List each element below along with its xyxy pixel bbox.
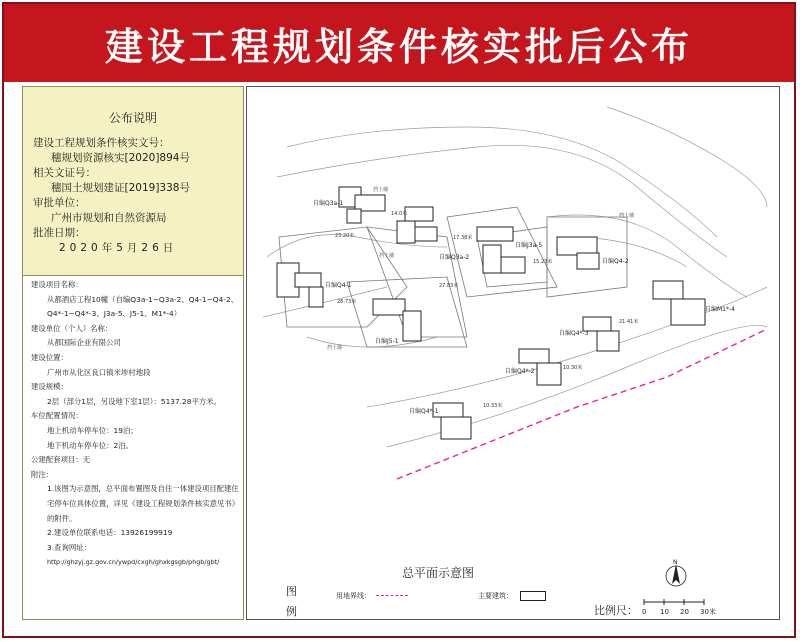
building-q4s-2 bbox=[519, 349, 549, 363]
project-info-panel bbox=[22, 276, 244, 620]
building-j5-1 bbox=[373, 299, 405, 315]
dim-3: 15.23米 bbox=[533, 259, 553, 265]
scale-bar bbox=[640, 598, 730, 618]
date-label: 批准日期： bbox=[33, 227, 86, 239]
scale-tick-label-3: 30米 bbox=[700, 608, 716, 616]
unit-value: 从都国际企业有限公司 bbox=[47, 338, 121, 348]
project-name-value-1: 从都酒店工程10幢（自编Q3a-1~Q3a-2、Q4-1~Q4-2、 bbox=[47, 294, 239, 304]
dim-8: 10.33米 bbox=[483, 403, 503, 409]
building-m1s-4 bbox=[653, 281, 683, 299]
note-3-url[interactable]: http://ghzyj.gz.gov.cn/ywpd/cxgh/ghxkgsgb/phgb/gbt/ bbox=[47, 558, 220, 567]
label-j5-1: 自编J5-1 bbox=[375, 338, 399, 345]
building-q4-1-part bbox=[309, 287, 323, 307]
building-j5-1-wing bbox=[403, 311, 421, 341]
note-1c: 的附件。 bbox=[47, 513, 77, 523]
wall-label-2: 挡土墙 bbox=[619, 213, 635, 219]
building-q4-2 bbox=[557, 237, 597, 255]
scale-tick-label-1: 10 bbox=[660, 608, 669, 616]
north-arrow-icon bbox=[664, 558, 688, 590]
plan-title: 总平面示意图 bbox=[402, 566, 475, 580]
building-footprints bbox=[277, 187, 705, 439]
dim-2: 17.38米 bbox=[453, 235, 473, 241]
building-q4s-1-wing bbox=[441, 417, 471, 439]
dim-5: 27.83米 bbox=[439, 283, 459, 289]
dim-6: 21.41米 bbox=[619, 319, 639, 325]
site-plan-drawing bbox=[247, 87, 779, 619]
facilities-label: 公建配套项目：无 bbox=[31, 455, 91, 465]
terrain-lines bbox=[263, 107, 767, 447]
site-parcels bbox=[279, 207, 627, 347]
note-2: 2.建设单位联系电话：13926199919 bbox=[47, 528, 173, 538]
building-q3a-2-wing bbox=[397, 221, 415, 243]
notice-details bbox=[23, 136, 243, 256]
north-label: N bbox=[673, 559, 678, 566]
label-q3a-2: 自编Q3a-2 bbox=[439, 254, 470, 261]
doc-no-label: 建设工程规划条件核实文号： bbox=[33, 137, 170, 149]
legend-redline-swatch bbox=[376, 595, 408, 596]
legend-label: 图例 bbox=[286, 585, 297, 618]
parking-label: 车位配置情况： bbox=[31, 411, 83, 421]
location-label: 建设位置： bbox=[31, 352, 68, 362]
label-q4s-3: 自编Q4*-3 bbox=[559, 330, 589, 337]
building-q3a-2-part bbox=[415, 227, 437, 241]
date-value: 2020年5月26日 bbox=[59, 242, 178, 254]
legend-redline-label: 用地界线： bbox=[336, 592, 371, 600]
building-q3a-2 bbox=[405, 207, 433, 221]
title-banner bbox=[4, 4, 794, 82]
compass-needle bbox=[672, 564, 680, 584]
note-3: 3.查询网址： bbox=[47, 542, 92, 552]
building-q4s-2-wing bbox=[537, 363, 561, 385]
notice-title: 公布说明 bbox=[108, 111, 157, 125]
dim-4: 28.73米 bbox=[337, 299, 357, 305]
building-q3a-1-part bbox=[347, 209, 361, 223]
project-name-value-2: Q4*-1~Q4*-3、J3a-5、J5-1、M1*-4） bbox=[47, 309, 182, 319]
building-q4-2-wing bbox=[577, 253, 599, 269]
doc-no-value: 穗规划资源核实[2020]894号 bbox=[51, 152, 190, 164]
project-info bbox=[23, 276, 243, 570]
scale-label: 建设规模： bbox=[31, 382, 68, 392]
scale-value: 2层（部分1层，另设地下室1层）：5137.28平方米。 bbox=[47, 396, 222, 406]
scale-tick-label-0: 0 bbox=[642, 608, 647, 616]
building-j3a-5-part bbox=[501, 257, 525, 273]
banner-title: 建设工程规划条件核实批后公布 bbox=[104, 24, 693, 69]
label-q4s-1: 自编Q4*-1 bbox=[409, 408, 439, 415]
label-m1s-4: 自编M1*-4 bbox=[705, 306, 735, 313]
building-j3a-5-wing bbox=[483, 245, 501, 273]
label-q4-2: 自编Q4-2 bbox=[602, 258, 629, 265]
building-q4s-3-wing bbox=[597, 331, 619, 351]
note-1a: 1.该图为示意图，总平面布置图及自住一体建设项目配建住 bbox=[47, 484, 239, 494]
label-q4-1: 自编Q4-1 bbox=[325, 282, 352, 289]
wall-label-3: 挡土墙 bbox=[379, 253, 395, 259]
site-plan bbox=[246, 86, 780, 620]
dim-9: 23.20米 bbox=[335, 233, 355, 239]
legend-main-bldg-label: 主要建筑： bbox=[478, 592, 513, 600]
wall-label-4: 挡土墙 bbox=[327, 345, 343, 351]
notice-panel bbox=[22, 86, 244, 276]
label-q3a-1: 自编Q3a-1 bbox=[313, 200, 344, 207]
building-m1s-4-wing bbox=[671, 299, 705, 325]
parking-above: 地上机动车停车位：19泊； bbox=[47, 425, 138, 435]
dim-1: 14.0米 bbox=[391, 211, 408, 217]
building-q4-1-wing bbox=[295, 273, 321, 287]
approver-label: 审批单位： bbox=[33, 197, 86, 209]
building-q4s-3 bbox=[583, 317, 611, 331]
parking-below: 地下机动车停车位：2泊。 bbox=[47, 440, 134, 450]
scale-label: 比例尺： bbox=[594, 604, 638, 617]
unit-label: 建设单位（个人）名称： bbox=[31, 323, 113, 333]
note-1b: 宅停车位具体位置，详见《建设工程规划条件核实意见书》 bbox=[47, 498, 240, 508]
building-j3a-5 bbox=[477, 227, 513, 241]
related-label: 相关文证号： bbox=[33, 167, 96, 179]
dim-7: 10.30米 bbox=[563, 365, 583, 371]
label-q4s-2: 自编Q4*-2 bbox=[505, 368, 535, 375]
related-value: 穗国土规划建证[2019]338号 bbox=[51, 182, 190, 194]
wall-label-1: 挡土墙 bbox=[373, 187, 389, 193]
approver-value: 广州市规划和自然资源局 bbox=[51, 212, 167, 224]
project-name-label: 建设项目名称： bbox=[31, 280, 83, 289]
location-value: 广州市从化区良口镇米埗村地段 bbox=[47, 367, 151, 377]
notes-label: 附注： bbox=[31, 469, 54, 479]
label-j3a-5: 自编J3a-5 bbox=[515, 242, 543, 249]
scale-tick-label-2: 20 bbox=[680, 608, 689, 616]
legend-main-bldg-swatch bbox=[520, 591, 546, 601]
